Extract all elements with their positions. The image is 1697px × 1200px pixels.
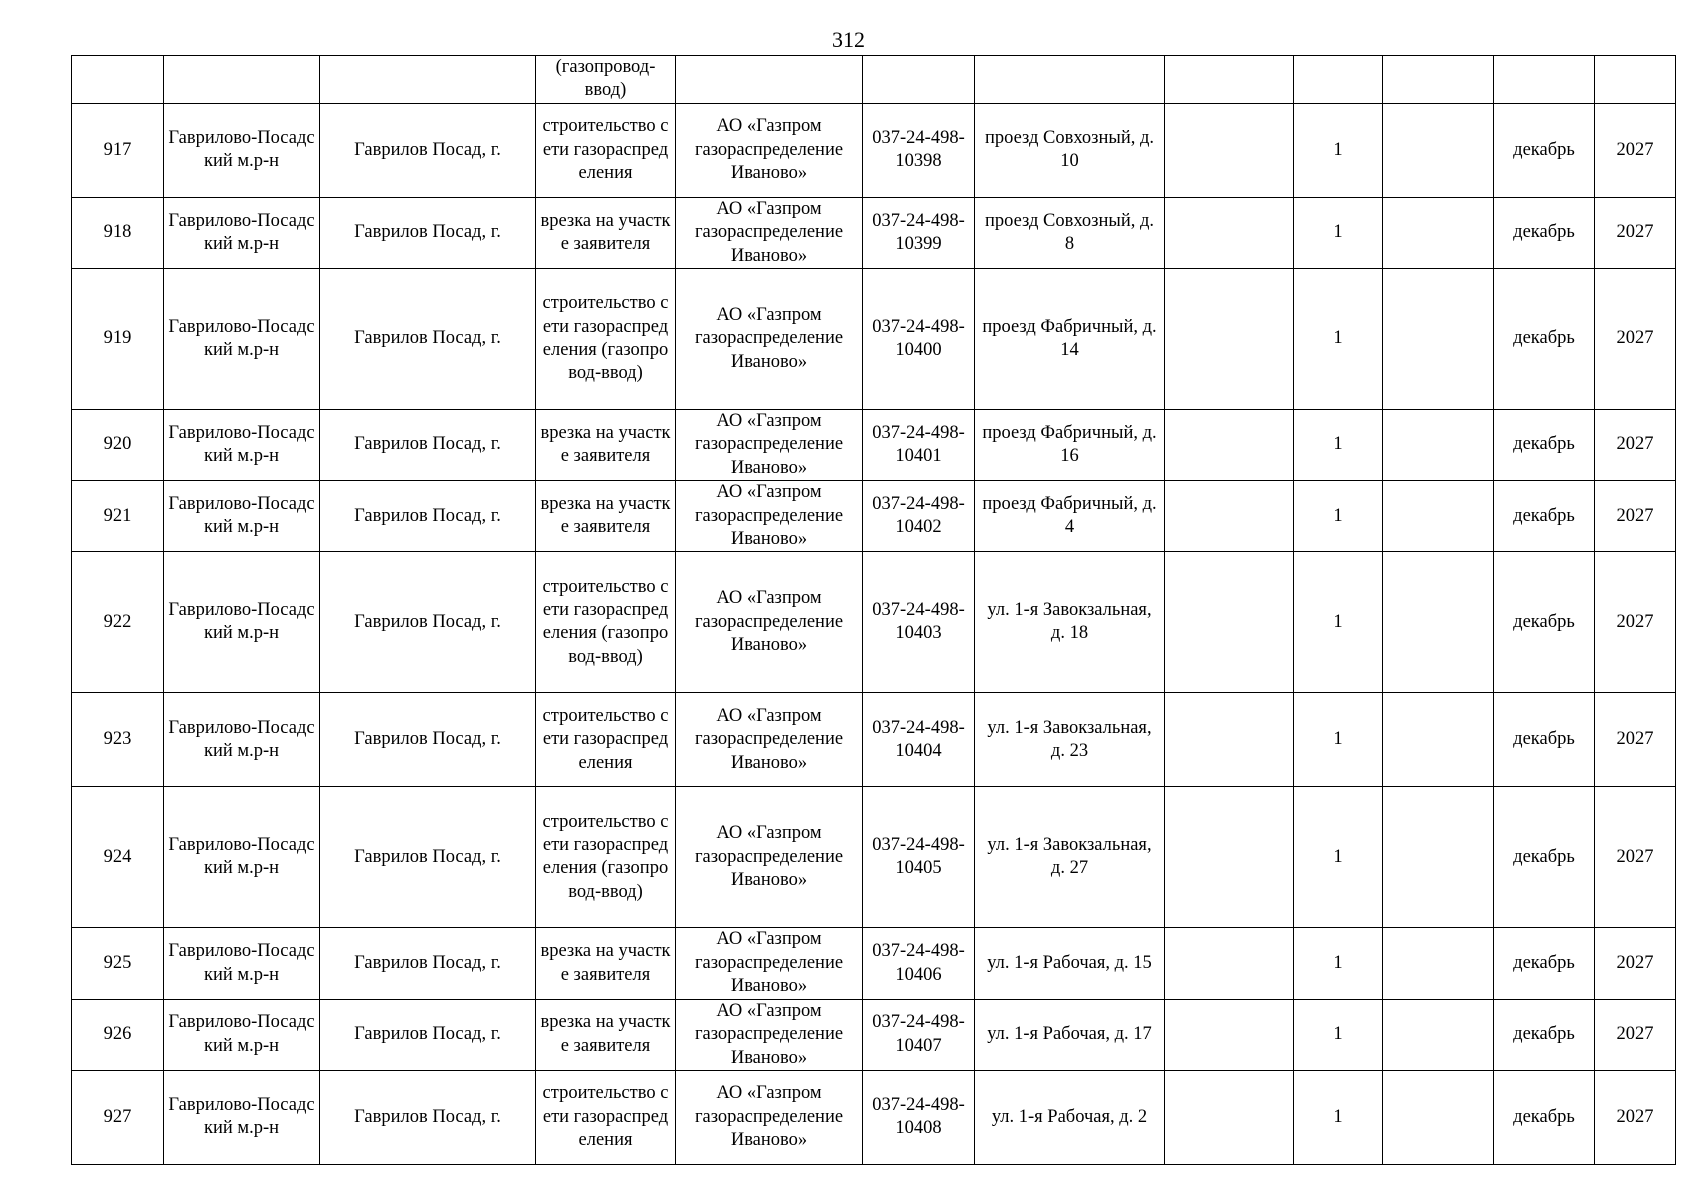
cell-year: 2027: [1595, 197, 1676, 268]
cell-month: декабрь: [1494, 552, 1595, 693]
cell-num: 920: [72, 410, 164, 481]
cell-locality: [320, 56, 536, 104]
cell-year: 2027: [1595, 928, 1676, 999]
cell-district: Гаврилово-Посадский м.р-н: [164, 552, 320, 693]
cell-col10: [1383, 552, 1494, 693]
cell-code: 037-24-498-10403: [863, 552, 975, 693]
cell-col10: [1383, 197, 1494, 268]
cell-code: 037-24-498-10401: [863, 410, 975, 481]
cell-col10: [1383, 1070, 1494, 1164]
cell-code: 037-24-498-10400: [863, 269, 975, 410]
cell-type: врезка на участке заявителя: [536, 481, 676, 552]
cell-code: 037-24-498-10404: [863, 693, 975, 787]
cell-address: ул. 1-я Завокзальная, д. 27: [975, 787, 1165, 928]
cell-col8: [1165, 56, 1294, 104]
cell-qty: 1: [1294, 481, 1383, 552]
cell-year: 2027: [1595, 410, 1676, 481]
cell-address: [975, 56, 1165, 104]
cell-code: 037-24-498-10406: [863, 928, 975, 999]
cell-org: [676, 56, 863, 104]
cell-locality: Гаврилов Посад, г.: [320, 197, 536, 268]
cell-type: врезка на участке заявителя: [536, 197, 676, 268]
cell-district: Гаврилово-Посадский м.р-н: [164, 693, 320, 787]
cell-col8: [1165, 1070, 1294, 1164]
table-row: [72, 693, 1676, 787]
cell-type: строительство сети газораспределения (газопровод-ввод): [536, 787, 676, 928]
cell-num: 927: [72, 1070, 164, 1164]
cell-col10: [1383, 410, 1494, 481]
cell-district: Гаврилово-Посадский м.р-н: [164, 787, 320, 928]
table-row: [72, 787, 1676, 928]
cell-num: 917: [72, 103, 164, 197]
cell-month: декабрь: [1494, 787, 1595, 928]
cell-num: 924: [72, 787, 164, 928]
table-row: [72, 1070, 1676, 1164]
cell-col10: [1383, 693, 1494, 787]
table-row: [72, 552, 1676, 693]
cell-org: АО «Газпром газораспределение Иваново»: [676, 103, 863, 197]
cell-address: проезд Совхозный, д. 10: [975, 103, 1165, 197]
table-body: [72, 56, 1676, 1165]
cell-locality: Гаврилов Посад, г.: [320, 1070, 536, 1164]
cell-col10: [1383, 103, 1494, 197]
cell-address: ул. 1-я Завокзальная, д. 18: [975, 552, 1165, 693]
cell-year: 2027: [1595, 1070, 1676, 1164]
cell-address: проезд Фабричный, д. 16: [975, 410, 1165, 481]
cell-month: декабрь: [1494, 410, 1595, 481]
cell-org: АО «Газпром газораспределение Иваново»: [676, 787, 863, 928]
cell-address: ул. 1-я Завокзальная, д. 23: [975, 693, 1165, 787]
table-row-continuation: [72, 56, 1676, 104]
cell-col8: [1165, 103, 1294, 197]
cell-month: декабрь: [1494, 197, 1595, 268]
cell-num: [72, 56, 164, 104]
cell-type: врезка на участке заявителя: [536, 410, 676, 481]
cell-org: АО «Газпром газораспределение Иваново»: [676, 197, 863, 268]
cell-year: 2027: [1595, 269, 1676, 410]
cell-qty: 1: [1294, 1070, 1383, 1164]
cell-col8: [1165, 410, 1294, 481]
cell-code: [863, 56, 975, 104]
cell-col8: [1165, 269, 1294, 410]
cell-district: Гаврилово-Посадский м.р-н: [164, 1070, 320, 1164]
cell-col10: [1383, 481, 1494, 552]
cell-qty: [1294, 56, 1383, 104]
cell-type: врезка на участке заявителя: [536, 999, 676, 1070]
table-row: [72, 197, 1676, 268]
cell-org: АО «Газпром газораспределение Иваново»: [676, 552, 863, 693]
cell-qty: 1: [1294, 197, 1383, 268]
cell-district: Гаврилово-Посадский м.р-н: [164, 197, 320, 268]
page-number: 312: [832, 27, 865, 52]
table-row: [72, 928, 1676, 999]
cell-col8: [1165, 787, 1294, 928]
register-table: [71, 55, 1676, 1165]
cell-qty: 1: [1294, 787, 1383, 928]
cell-locality: Гаврилов Посад, г.: [320, 103, 536, 197]
cell-col10: [1383, 787, 1494, 928]
cell-year: 2027: [1595, 481, 1676, 552]
cell-locality: Гаврилов Посад, г.: [320, 410, 536, 481]
table-row: [72, 103, 1676, 197]
cell-locality: Гаврилов Посад, г.: [320, 552, 536, 693]
cell-num: 925: [72, 928, 164, 999]
cell-locality: Гаврилов Посад, г.: [320, 999, 536, 1070]
cell-month: декабрь: [1494, 269, 1595, 410]
cell-col10: [1383, 928, 1494, 999]
cell-qty: 1: [1294, 410, 1383, 481]
cell-col8: [1165, 552, 1294, 693]
cell-district: [164, 56, 320, 104]
cell-qty: 1: [1294, 552, 1383, 693]
cell-col8: [1165, 999, 1294, 1070]
cell-district: Гаврилово-Посадский м.р-н: [164, 999, 320, 1070]
cell-locality: Гаврилов Посад, г.: [320, 481, 536, 552]
cell-col8: [1165, 693, 1294, 787]
cell-code: 037-24-498-10399: [863, 197, 975, 268]
cell-district: Гаврилово-Посадский м.р-н: [164, 481, 320, 552]
cell-month: декабрь: [1494, 103, 1595, 197]
cell-locality: Гаврилов Посад, г.: [320, 269, 536, 410]
cell-code: 037-24-498-10407: [863, 999, 975, 1070]
cell-year: 2027: [1595, 693, 1676, 787]
cell-month: декабрь: [1494, 1070, 1595, 1164]
cell-code: 037-24-498-10405: [863, 787, 975, 928]
cell-locality: Гаврилов Посад, г.: [320, 928, 536, 999]
cell-year: 2027: [1595, 999, 1676, 1070]
cell-month: декабрь: [1494, 693, 1595, 787]
table-row: [72, 269, 1676, 410]
cell-org: АО «Газпром газораспределение Иваново»: [676, 928, 863, 999]
cell-qty: 1: [1294, 103, 1383, 197]
cell-month: декабрь: [1494, 481, 1595, 552]
cell-col10: [1383, 56, 1494, 104]
cell-qty: 1: [1294, 999, 1383, 1070]
cell-org: АО «Газпром газораспределение Иваново»: [676, 693, 863, 787]
cell-year: [1595, 56, 1676, 104]
cell-type: (газопровод-ввод): [536, 56, 676, 104]
cell-month: декабрь: [1494, 999, 1595, 1070]
cell-type: строительство сети газораспределения: [536, 103, 676, 197]
cell-address: проезд Фабричный, д. 4: [975, 481, 1165, 552]
cell-month: [1494, 56, 1595, 104]
cell-org: АО «Газпром газораспределение Иваново»: [676, 999, 863, 1070]
cell-month: декабрь: [1494, 928, 1595, 999]
cell-type: строительство сети газораспределения: [536, 693, 676, 787]
cell-locality: Гаврилов Посад, г.: [320, 693, 536, 787]
cell-org: АО «Газпром газораспределение Иваново»: [676, 481, 863, 552]
cell-type: строительство сети газораспределения: [536, 1070, 676, 1164]
cell-district: Гаврилово-Посадский м.р-н: [164, 928, 320, 999]
cell-num: 923: [72, 693, 164, 787]
cell-num: 922: [72, 552, 164, 693]
cell-type: строительство сети газораспределения (газопровод-ввод): [536, 552, 676, 693]
cell-col10: [1383, 999, 1494, 1070]
cell-org: АО «Газпром газораспределение Иваново»: [676, 1070, 863, 1164]
cell-num: 926: [72, 999, 164, 1070]
cell-org: АО «Газпром газораспределение Иваново»: [676, 410, 863, 481]
cell-address: ул. 1-я Рабочая, д. 15: [975, 928, 1165, 999]
cell-num: 918: [72, 197, 164, 268]
cell-qty: 1: [1294, 269, 1383, 410]
cell-year: 2027: [1595, 103, 1676, 197]
cell-year: 2027: [1595, 787, 1676, 928]
cell-address: ул. 1-я Рабочая, д. 17: [975, 999, 1165, 1070]
cell-org: АО «Газпром газораспределение Иваново»: [676, 269, 863, 410]
cell-address: проезд Совхозный, д. 8: [975, 197, 1165, 268]
table-row: [72, 410, 1676, 481]
cell-address: проезд Фабричный, д. 14: [975, 269, 1165, 410]
table-row: [72, 999, 1676, 1070]
cell-type: врезка на участке заявителя: [536, 928, 676, 999]
cell-code: 037-24-498-10408: [863, 1070, 975, 1164]
cell-col8: [1165, 197, 1294, 268]
cell-district: Гаврилово-Посадский м.р-н: [164, 410, 320, 481]
cell-num: 919: [72, 269, 164, 410]
cell-num: 921: [72, 481, 164, 552]
cell-district: Гаврилово-Посадский м.р-н: [164, 103, 320, 197]
cell-col10: [1383, 269, 1494, 410]
cell-code: 037-24-498-10398: [863, 103, 975, 197]
cell-col8: [1165, 481, 1294, 552]
cell-qty: 1: [1294, 693, 1383, 787]
cell-address: ул. 1-я Рабочая, д. 2: [975, 1070, 1165, 1164]
cell-type: строительство сети газораспределения (газопровод-ввод): [536, 269, 676, 410]
cell-qty: 1: [1294, 928, 1383, 999]
cell-year: 2027: [1595, 552, 1676, 693]
table-row: [72, 481, 1676, 552]
cell-col8: [1165, 928, 1294, 999]
cell-locality: Гаврилов Посад, г.: [320, 787, 536, 928]
cell-code: 037-24-498-10402: [863, 481, 975, 552]
cell-district: Гаврилово-Посадский м.р-н: [164, 269, 320, 410]
